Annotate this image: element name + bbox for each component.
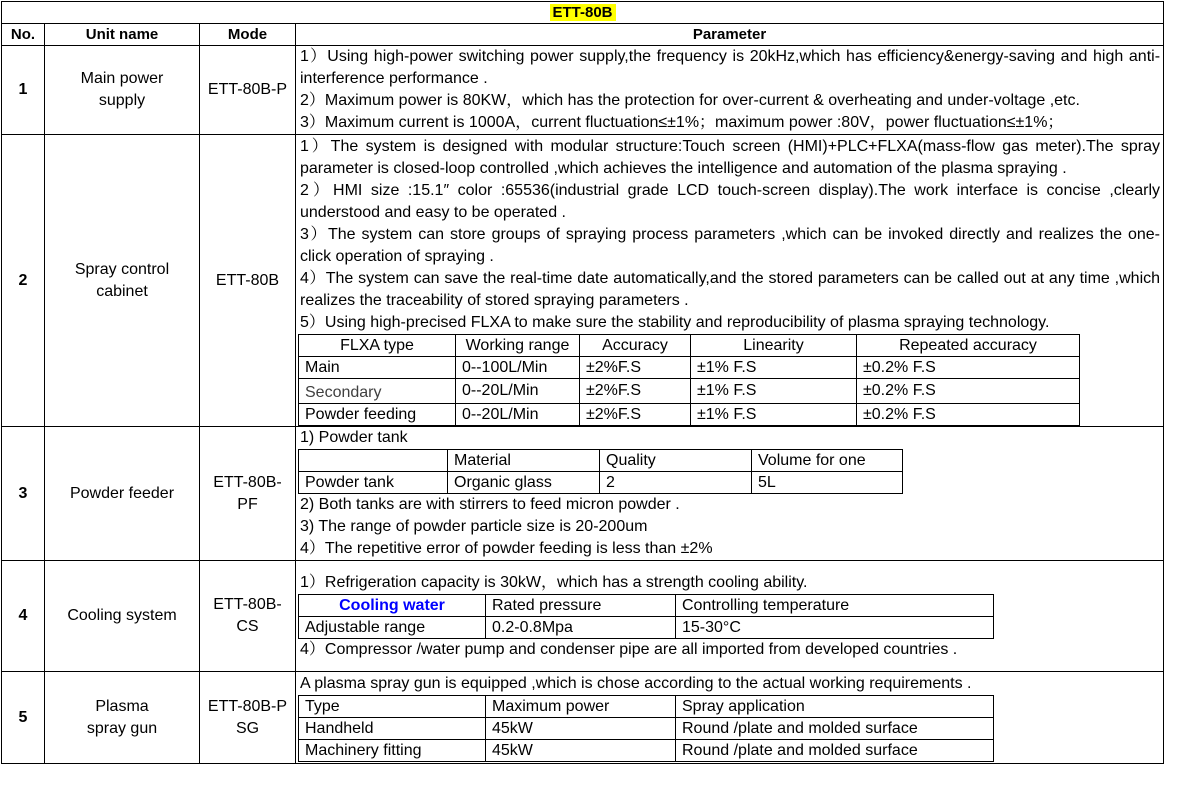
flxa-cell: ±2%F.S xyxy=(580,356,691,378)
powder-tank-cell: 2 xyxy=(600,472,752,494)
header-mode: Mode xyxy=(200,24,296,46)
cooling-water-row xyxy=(299,616,994,638)
mode-code-text: ETT-80B-PF xyxy=(213,473,282,513)
powder-tank-row xyxy=(299,472,903,494)
row-number: 5 xyxy=(2,672,45,764)
spray-gun-header: Maximum power xyxy=(486,696,676,718)
mode-code: ETT-80B xyxy=(200,135,296,427)
mode-code: ETT-80B-P xyxy=(200,46,296,135)
spray-gun-cell: Round /plate and molded surface xyxy=(676,740,994,762)
parameter-cell xyxy=(296,672,1164,764)
powder-tank-cell: Organic glass xyxy=(448,472,600,494)
unit-name-text: Plasma spray gun xyxy=(86,697,158,737)
flxa-cell: Powder feeding xyxy=(299,403,456,425)
powder-tank-cell: 5L xyxy=(752,472,903,494)
powder-tank-header: Material xyxy=(448,450,600,472)
flxa-header: Repeated accuracy xyxy=(857,334,1080,356)
powder-tank-header-row xyxy=(299,450,903,472)
unit-name: Powder feeder xyxy=(45,427,200,561)
flxa-header: Accuracy xyxy=(580,334,691,356)
flxa-header: Working range xyxy=(456,334,580,356)
flxa-header: Linearity xyxy=(691,334,857,356)
flxa-row-secondary xyxy=(299,378,1080,403)
header-parameter: Parameter xyxy=(296,24,1164,46)
param-line: 3) The range of powder particle size is 20-200um xyxy=(300,518,648,535)
param-line: 4）The repetitive error of powder feeding is less than ±2% xyxy=(300,540,713,557)
spray-gun-header-row xyxy=(299,696,994,718)
flxa-cell: ±2%F.S xyxy=(580,403,691,425)
row-cooling-system xyxy=(2,561,1164,672)
flxa-row-powder-feeding xyxy=(299,403,1080,425)
spray-gun-row-machinery xyxy=(299,740,994,762)
spray-gun-header: Spray application xyxy=(676,696,994,718)
param-line: 4）The system can save the real-time date automatically,and the stored parameters can be called out at any time ,which realizes the traceability of stored spraying parameters . xyxy=(300,269,1161,309)
cooling-water-cell: 15-30°C xyxy=(676,616,994,638)
row-main-power-supply xyxy=(2,46,1164,135)
spray-gun-header: Type xyxy=(299,696,486,718)
unit-name xyxy=(45,46,200,135)
spray-gun-cell: Round /plate and molded surface xyxy=(676,718,994,740)
flxa-row-main xyxy=(299,356,1080,378)
powder-tank-cell: Powder tank xyxy=(299,472,448,494)
param-line: 1) Powder tank xyxy=(300,429,408,446)
flxa-table xyxy=(298,334,1080,426)
spray-gun-cell: Handheld xyxy=(299,718,486,740)
param-line: 1）Refrigeration capacity is 30kW，which has a strength cooling ability. xyxy=(300,573,808,591)
spray-gun-cell: 45kW xyxy=(486,740,676,762)
row-number: 2 xyxy=(2,135,45,427)
spray-gun-row-handheld xyxy=(299,718,994,740)
flxa-cell: Secondary xyxy=(299,378,456,403)
param-line: A plasma spray gun is equipped ,which is chose according to the actual working requirements . xyxy=(300,675,972,692)
mode-code xyxy=(200,427,296,561)
parameter-cell xyxy=(296,46,1164,135)
flxa-cell: 0--20L/Min xyxy=(456,378,580,403)
unit-name xyxy=(45,672,200,764)
param-line: 2）Maximum power is 80KW，which has the protection for over-current & overheating and under-voltage ,etc. xyxy=(300,92,1080,109)
parameter-cell xyxy=(296,561,1164,672)
mode-code xyxy=(200,561,296,672)
cooling-water-header: Controlling temperature xyxy=(676,594,994,616)
cooling-water-cell: 0.2-0.8Mpa xyxy=(486,616,676,638)
param-line: 3）The system can store groups of spraying process parameters ,which can be invoked directly and realizes the one-click operation of spraying . xyxy=(300,225,1161,265)
mode-code-text: ETT-80B-CS xyxy=(213,596,282,635)
flxa-cell: Main xyxy=(299,356,456,378)
param-line: 2) Both tanks are with stirrers to feed micron powder . xyxy=(300,496,680,513)
row-number: 3 xyxy=(2,427,45,561)
flxa-cell: ±0.2% F.S xyxy=(857,378,1080,403)
flxa-cell: ±0.2% F.S xyxy=(857,356,1080,378)
row-spray-control-cabinet xyxy=(2,135,1164,427)
unit-name: Cooling system xyxy=(45,561,200,672)
spec-table xyxy=(1,1,1164,764)
header-row xyxy=(2,24,1164,46)
flxa-header-row xyxy=(299,334,1080,356)
flxa-cell: ±1% F.S xyxy=(691,403,857,425)
flxa-cell: ±1% F.S xyxy=(691,356,857,378)
param-line: 2）HMI size :15.1″ color :65536(industrial grade LCD touch-screen display).The work interface is concise ,clearly understood and easy to be operated . xyxy=(300,181,1161,221)
param-line: 1）Using high-power switching power supply,the frequency is 20kHz,which has efficiency&energy-saving and high anti-interference performance . xyxy=(300,48,1161,87)
unit-name-text: Main power supply xyxy=(80,70,164,109)
unit-name-text: Spray control cabinet xyxy=(74,260,170,300)
row-powder-feeder xyxy=(2,427,1164,561)
param-line: 3）Maximum current is 1000A，current fluctuation≤±1%；maximum power :80V，power fluctuation≤±1%； xyxy=(300,114,1064,131)
powder-tank-header: Volume for one xyxy=(752,450,903,472)
param-line: 5）Using high-precised FLXA to make sure the stability and reproducibility of plasma spraying technology. xyxy=(300,313,1050,331)
flxa-cell: ±0.2% F.S xyxy=(857,403,1080,425)
table-title: ETT-80B xyxy=(550,4,616,21)
powder-tank-header xyxy=(299,450,448,472)
cooling-water-header: Rated pressure xyxy=(486,594,676,616)
row-number: 1 xyxy=(2,46,45,135)
header-no: No. xyxy=(2,24,45,46)
header-unit-name: Unit name xyxy=(45,24,200,46)
cooling-water-header-row xyxy=(299,594,994,616)
row-plasma-spray-gun xyxy=(2,672,1164,764)
flxa-cell: ±2%F.S xyxy=(580,378,691,403)
flxa-cell: ±1% F.S xyxy=(691,378,857,403)
param-line: 1）The system is designed with modular structure:Touch screen (HMI)+PLC+FLXA(mass-flow gas meter).The spray parameter is closed-loop controlled ,which achieves the intelligence and automation of the plasma spraying . xyxy=(300,137,1161,177)
cooling-water-label: Cooling water xyxy=(299,594,486,616)
mode-code-text: ETT-80B-PSG xyxy=(207,697,288,737)
spray-gun-table xyxy=(298,695,994,762)
parameter-cell xyxy=(296,427,1164,561)
flxa-header: FLXA type xyxy=(299,334,456,356)
flxa-cell: 0--20L/Min xyxy=(456,403,580,425)
unit-name xyxy=(45,135,200,427)
powder-tank-header: Quality xyxy=(600,450,752,472)
spray-gun-cell: 45kW xyxy=(486,718,676,740)
cooling-water-cell: Adjustable range xyxy=(299,616,486,638)
spray-gun-cell: Machinery fitting xyxy=(299,740,486,762)
flxa-cell: 0--100L/Min xyxy=(456,356,580,378)
param-line: 4）Compressor /water pump and condenser pipe are all imported from developed countries . xyxy=(300,640,958,658)
cooling-water-table xyxy=(298,594,994,639)
title-cell xyxy=(2,2,1164,24)
mode-code xyxy=(200,672,296,764)
parameter-cell xyxy=(296,135,1164,427)
powder-tank-table xyxy=(298,449,903,494)
row-number: 4 xyxy=(2,561,45,672)
